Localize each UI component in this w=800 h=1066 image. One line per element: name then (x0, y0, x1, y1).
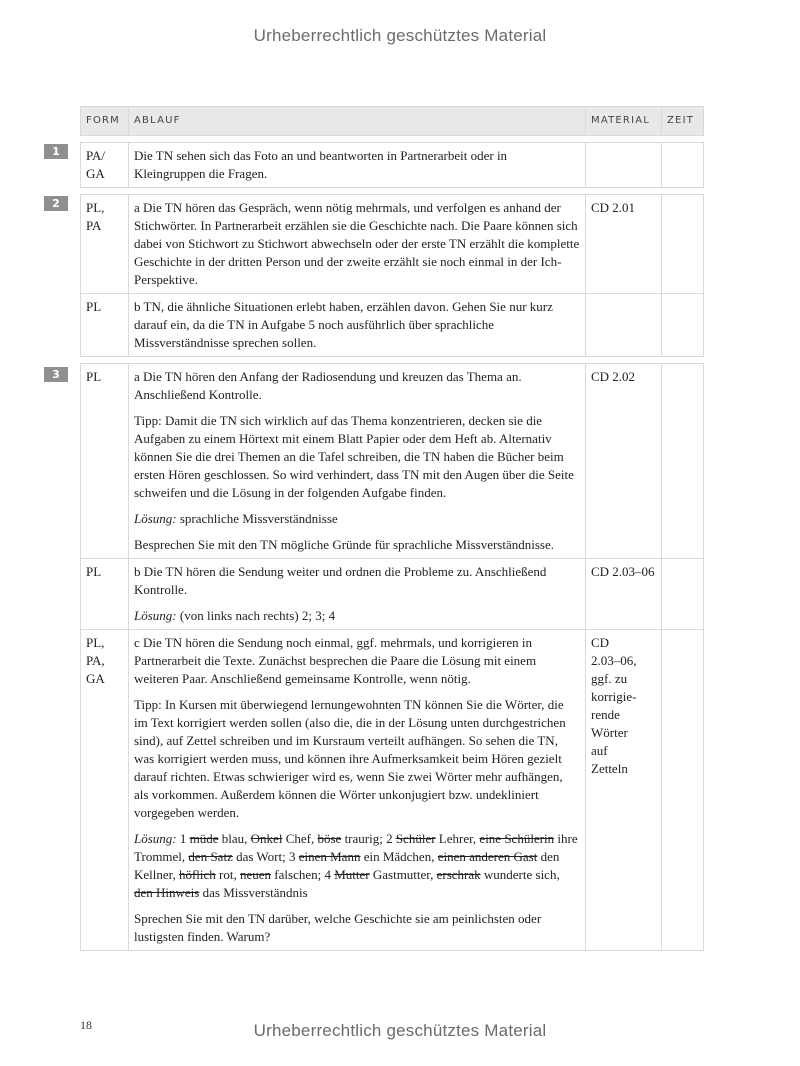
solution-fragment: blau, (218, 831, 251, 846)
solution-label: Lösung: (134, 831, 177, 846)
solution-fragment: den Kellner, (134, 849, 560, 882)
header-zeit: ZEIT (662, 107, 704, 136)
paragraph: b Die TN hören die Sendung weiter und ordnen die Probleme zu. Anschließend Kontrolle. (134, 564, 547, 597)
task-3-block (0, 363, 800, 951)
paragraph: Besprechen Sie mit den TN mögliche Gründe für sprachliche Missverständnisse. (134, 537, 554, 552)
struck-word: böse (317, 831, 342, 846)
header-material: MATERIAL (586, 107, 662, 136)
solution-fragment: das Wort; 3 (232, 849, 299, 864)
ablauf-cell: a Die TN hören das Gespräch, wenn nötig mehrmals, und verfolgen es anhand der Stichwörter. In Partnerarbeit erzählen sie die Geschichte nach. Die Paare können sich dabei von Stichwort zu Stichwort abwechseln oder der erste TN erzählt die komplette Geschichte in der dritten Person und der zweite erzählt sie noch einmal in der Ich-Perspektive. (129, 195, 586, 294)
material-cell: CD 2.01 (586, 195, 662, 294)
table-row (81, 195, 704, 294)
struck-word: höflich (178, 867, 216, 882)
struck-word: Schüler (395, 831, 436, 846)
header-ablauf: ABLAUF (129, 107, 586, 136)
ablauf-cell (129, 559, 586, 630)
struck-word: den Hinweis (134, 885, 200, 900)
material-cell (586, 294, 662, 357)
struck-word: Mutter (334, 867, 370, 882)
struck-word: einen anderen Gast (437, 849, 538, 864)
ablauf-cell (129, 364, 586, 559)
struck-word: den Satz (188, 849, 233, 864)
material-cell (586, 143, 662, 188)
page-number: 18 (80, 1018, 92, 1032)
task-1-table (80, 142, 704, 188)
zeit-cell (662, 195, 704, 294)
table-row (81, 143, 704, 188)
material-cell: CD 2.03–06 (586, 559, 662, 630)
paragraph: a Die TN hören den Anfang der Radiosendung und kreuzen das Thema an. Anschließend Kontrolle. (134, 369, 522, 402)
struck-word: neuen (240, 867, 272, 882)
watermark-bottom: Urheberrechtlich geschütztes Material (253, 1021, 547, 1040)
tip-paragraph: Tipp: Damit die TN sich wirklich auf das Thema konzentrieren, decken sie die Aufgaben zu einem Hörtext mit einem Blatt Papier oder dem Heft ab. Alternativ können Sie die drei Themen an die Tafel schreiben, die TN haben die Bücher beim ersten Hören geschlossen. So wird verhindert, dass TN mit den Augen über die Seite schweifen und die Lösung in der folgenden Aufgabe finden. (134, 413, 574, 500)
solution-fragment: Chef, (282, 831, 318, 846)
form-cell: PL (81, 294, 129, 357)
struck-word: eine Schülerin (479, 831, 555, 846)
struck-word: Onkel (250, 831, 283, 846)
material-cell: CD 2.02 (586, 364, 662, 559)
table-row (81, 630, 704, 951)
solution-fragment: wunderte sich, (480, 867, 560, 882)
solution-label: Lösung: (134, 511, 177, 526)
solution-paragraph (134, 607, 580, 625)
paragraph: c Die TN hören die Sendung noch einmal, ggf. mehrmals, und korrigieren in Partnerarbeit die Texte. Zunächst besprechen die Paare die Lösung mit einem weiteren Paar. Anschließend gemeinsame Kontrolle, wenn nötig. (134, 635, 537, 686)
material-cell: CD 2.03–06, ggf. zu korrigie- rende Wörter auf Zetteln (586, 630, 662, 951)
zeit-cell (662, 630, 704, 951)
table-row (81, 294, 704, 357)
table-row (81, 364, 704, 559)
solution-paragraph (134, 510, 580, 528)
header-table (80, 106, 704, 136)
table-row (81, 559, 704, 630)
zeit-cell (662, 294, 704, 357)
solution-fragment: ein Mädchen, (360, 849, 438, 864)
form-cell: PL, PA (81, 195, 129, 294)
header-form: FORM (81, 107, 129, 136)
solution-text: sprachliche Missverständnisse (176, 511, 338, 526)
task-number-2: 2 (44, 196, 68, 211)
solution-fragment: rot, (215, 867, 240, 882)
struck-word: erschrak (436, 867, 481, 882)
solution-fragment: traurig; 2 (341, 831, 396, 846)
solution-fragment: falschen; 4 (271, 867, 335, 882)
struck-word: müde (189, 831, 219, 846)
form-cell: PL (81, 559, 129, 630)
task-3-table (80, 363, 704, 951)
form-cell: PL, PA, GA (81, 630, 129, 951)
task-number-3: 3 (44, 367, 68, 382)
zeit-cell (662, 143, 704, 188)
lesson-plan (0, 106, 800, 951)
task-2-block (0, 194, 800, 357)
ablauf-cell: b TN, die ähnliche Situationen erlebt haben, erzählen davon. Gehen Sie nur kurz darauf ein, da die TN in Aufgabe 5 noch ausführlich über sprachliche Missverständnisse sprechen sollen. (129, 294, 586, 357)
solution-text (134, 831, 578, 900)
struck-word: einen Mann (298, 849, 361, 864)
solution-fragment: ihre Trommel, (134, 831, 578, 864)
solution-fragment: 1 (176, 831, 190, 846)
solution-fragment: Gastmutter, (369, 867, 437, 882)
task-2-table (80, 194, 704, 357)
zeit-cell (662, 559, 704, 630)
task-number-1: 1 (44, 144, 68, 159)
form-cell: PA/ GA (81, 143, 129, 188)
solution-paragraph (134, 830, 580, 902)
tip-paragraph: Tipp: In Kursen mit überwiegend lernungewohnten TN können Sie die Wörter, die im Text korrigiert werden sollen (also die, die in der Lösung unten durchgestrichen sind), auf Zettel schreiben und im Kursraum verteilt aufhängen. So sehen die TN, was korrigiert werden muss, und können ihre Aufmerksamkeit beim Hören gezielt darauf richten. Etwas schwieriger wird es, wenn Sie zwei Wörter mehr aufhängen, als vorkommen. Außerdem können die Wörter unkonjugiert bzw. undekliniert vorgegeben werden. (134, 697, 566, 820)
solution-fragment: Lehrer, (435, 831, 480, 846)
watermark-top: Urheberrechtlich geschütztes Material (253, 26, 547, 45)
solution-text: (von links nach rechts) 2; 3; 4 (176, 608, 336, 623)
form-cell: PL (81, 364, 129, 559)
solution-fragment: das Missverständnis (199, 885, 308, 900)
task-1-block (0, 142, 800, 188)
paragraph: Sprechen Sie mit den TN darüber, welche Geschichte sie am peinlichsten oder lustigsten finden. Warum? (134, 911, 542, 944)
ablauf-cell: Die TN sehen sich das Foto an und beantworten in Partnerarbeit oder in Kleingruppen die Fragen. (129, 143, 586, 188)
solution-label: Lösung: (134, 608, 177, 623)
zeit-cell (662, 364, 704, 559)
ablauf-cell (129, 630, 586, 951)
